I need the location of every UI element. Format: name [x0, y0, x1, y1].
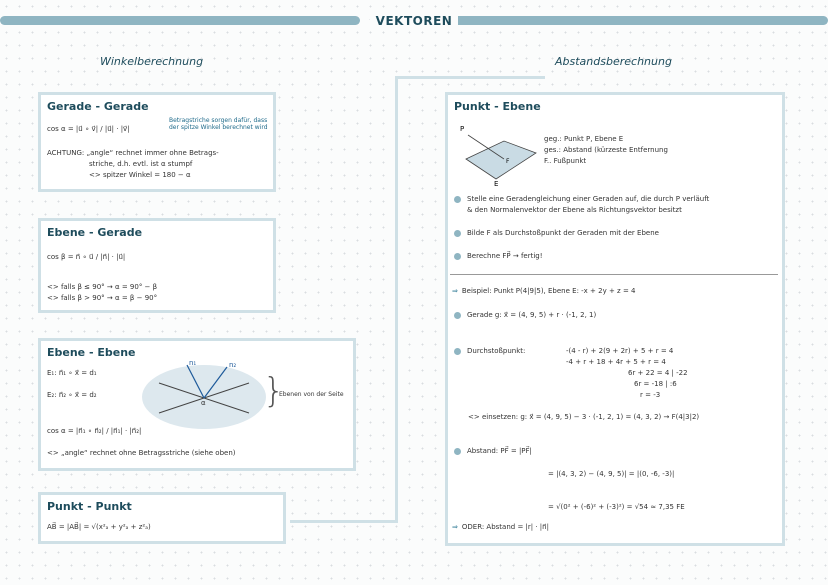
calc-2: -4 + r + 18 + 4r + 5 + r = 4 [566, 358, 666, 366]
plane-e1: E₁: n⃗₁ ∘ x⃗ = d₁ [47, 369, 97, 377]
step-2: Bilde F als Durchstoßpunkt der Geraden mit der Ebene [454, 229, 659, 238]
example: ⇒ Beispiel: Punkt P(4|9|5), Ebene E: -x + 2y + z = 4 [452, 287, 636, 295]
achtung-2: striche, d.h. evtl. ist α stumpf [89, 160, 193, 168]
label-alpha: α [201, 399, 206, 407]
plane-e2: E₂: n⃗₂ ∘ x⃗ = d₂ [47, 391, 97, 399]
line-equation: Gerade g: x⃗ = (4, 9, 5) + r · (-1, 2, 1) [454, 311, 596, 320]
box-title: Gerade - Gerade [47, 100, 149, 113]
box-punkt-ebene [445, 92, 785, 546]
distance-2: = |(4, 3, 2) − (4, 9, 5)| = |(0, -6, -3)| [548, 470, 675, 478]
planes-diagram [139, 355, 269, 435]
box-ebene-gerade [38, 218, 276, 313]
foot-point: F.. Fußpunkt [544, 157, 587, 165]
box-title: Punkt - Punkt [47, 500, 132, 513]
step-bullet [454, 348, 461, 355]
brace: } [263, 371, 285, 411]
note: <> „angle“ rechnet ohne Betragsstriche (siehe oben) [47, 449, 236, 457]
step-bullet [454, 196, 461, 203]
wanted: ges.: Abstand (kürzeste Entfernung [544, 146, 668, 154]
step-bullet [454, 312, 461, 319]
distance: Abstand: PF⃗ = |PF⃗| [454, 447, 532, 456]
connector-top [395, 76, 545, 79]
formula: cos β = n⃗ ∘ u⃗ / |n⃗| · |u⃗| [47, 253, 126, 261]
box-title: Ebene - Ebene [47, 346, 136, 359]
calc-3: 6r + 22 = 4 | -22 [628, 369, 688, 377]
box-punkt-punkt [38, 492, 286, 544]
arrow-icon: ⇒ [452, 287, 458, 295]
box-ebene-ebene [38, 338, 356, 471]
box-title: Ebene - Gerade [47, 226, 143, 239]
formula: AB⃗ = |AB⃗| = √(x²ₐ + y²ₐ + z²ₐ) [47, 523, 151, 531]
right-heading: Abstandsberechnung [555, 55, 672, 68]
substitute: <> einsetzen: g: x⃗ = (4, 9, 5) − 3 · (-1, 2, 1) = (4, 3, 2) → F(4|3|2) [468, 413, 700, 421]
step-3: Berechne FP⃗ → fertig! [454, 252, 543, 261]
intersection: Durchstoßpunkt: [454, 347, 525, 356]
achtung-1: ACHTUNG: „angle“ rechnet immer ohne Betrags- [47, 149, 219, 157]
step-bullet [454, 230, 461, 237]
step-bullet [454, 253, 461, 260]
alternative: ⇒ ODER: Abstand = |r| · |n⃗| [452, 523, 549, 531]
achtung-3: <> spitzer Winkel = 180 − α [89, 171, 191, 179]
distance-3: = √(0² + (-6)² + (-3)²) = √54 ≈ 7,35 FE [548, 503, 685, 511]
step-1: Stelle eine Geradengleichung einer Geraden auf, die durch P verläuft [454, 195, 709, 204]
step-bullet [454, 448, 461, 455]
divider [450, 274, 778, 275]
box-gerade-gerade [38, 92, 276, 192]
left-heading: Winkelberechnung [100, 55, 204, 68]
page-title: VEKTOREN [0, 14, 828, 28]
note: Betragstriche sorgen dafür, dass der spitze Winkel berechnet wird [169, 117, 268, 132]
step-1b: & den Normalenvektor der Ebene als Richtungsvektor besitzt [467, 206, 682, 214]
point-plane-diagram [454, 121, 544, 186]
connector-vertical [395, 76, 398, 523]
arrow-icon: ⇒ [452, 523, 458, 531]
calc-4: 6r = -18 | :6 [634, 380, 677, 388]
formula: cos α = |u⃗ ∘ v⃗| / |u⃗| · |v⃗| [47, 125, 130, 133]
label-p: P [460, 125, 465, 133]
connector-bottom [290, 520, 398, 523]
label-n1: n₁ [189, 359, 197, 367]
label-n2: n₂ [229, 361, 237, 369]
case-2: <> falls β > 90° → α = β − 90° [47, 294, 158, 302]
calc-1: -(4 - r) + 2(9 + 2r) + 5 + r = 4 [566, 347, 674, 355]
formula: cos α = |n⃗₁ ∘ n⃗₂| / |n⃗₁| · |n⃗₂| [47, 427, 142, 435]
label-f: F [506, 158, 510, 165]
brace-label: Ebenen von der Seite [279, 391, 344, 398]
box-title: Punkt - Ebene [454, 100, 541, 113]
case-1: <> falls β ≤ 90° → α = 90° − β [47, 283, 158, 291]
calc-5: r = -3 [640, 391, 661, 399]
given: geg.: Punkt P, Ebene E [544, 135, 624, 143]
label-e: E [494, 180, 499, 186]
